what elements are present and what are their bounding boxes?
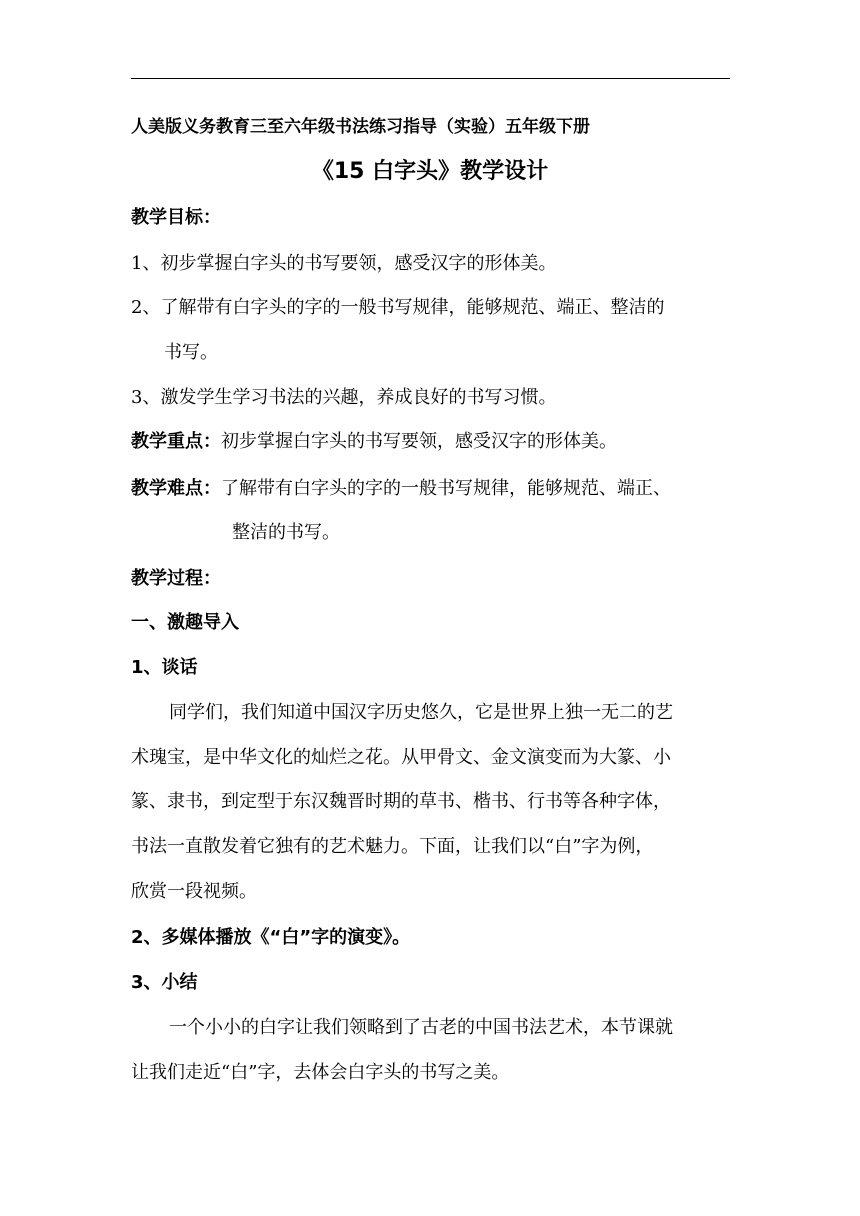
- talk-paragraph-line-2: 术瑰宝，是中华文化的灿烂之花。从甲骨文、金文演变而为大篆、小: [131, 747, 671, 768]
- key-point-text: 初步掌握白字头的书写要领，感受汉字的形体美。: [221, 431, 617, 452]
- difficulty-label: 教学难点：: [131, 478, 221, 499]
- objective-item-2-continued: 书写。: [164, 342, 218, 363]
- objective-item-2: 2、了解带有白字头的字的一般书写规律，能够规范、端正、整洁的: [131, 297, 665, 318]
- talk-paragraph-line-1: 同学们，我们知道中国汉字历史悠久，它是世界上独一无二的艺: [169, 702, 673, 723]
- objective-item-3: 3、激发学生学习书法的兴趣，养成良好的书写习惯。: [131, 387, 557, 408]
- talk-paragraph-line-4: 书法一直散发着它独有的艺术魅力。下面，让我们以“白”字为例，: [131, 836, 654, 857]
- summary-paragraph-line-1: 一个小小的白字让我们领略到了古老的中国书法艺术，本节课就: [169, 1017, 673, 1038]
- step-3-heading: 3、小结: [131, 972, 198, 993]
- objectives-heading: 教学目标：: [131, 207, 221, 228]
- difficulty-text: 了解带有白字头的字的一般书写规律，能够规范、端正、: [221, 478, 671, 499]
- difficulty-text-continued: 整洁的书写。: [232, 522, 340, 543]
- series-title: 人美版义务教育三至六年级书法练习指导（实验）五年级下册: [131, 117, 590, 137]
- summary-paragraph-line-2: 让我们走近“白”字，去体会白字头的书写之美。: [131, 1062, 510, 1083]
- document-title: 《15 白字头》教学设计: [311, 159, 549, 184]
- process-heading: 教学过程：: [131, 568, 221, 589]
- step-2-heading: 2、多媒体播放《“白”字的演变》。: [131, 927, 411, 948]
- header-rule: [131, 78, 730, 79]
- objective-item-1: 1、初步掌握白字头的书写要领，感受汉字的形体美。: [131, 253, 557, 274]
- talk-paragraph-line-5: 欣赏一段视频。: [131, 881, 257, 902]
- key-point-label: 教学重点：: [131, 431, 221, 452]
- key-point: [131, 430, 617, 454]
- difficulty: [131, 477, 671, 501]
- talk-paragraph-line-3: 篆、隶书，到定型于东汉魏晋时期的草书、楷书、行书等各种字体，: [131, 791, 671, 812]
- section-1-heading: 一、激趣导入: [131, 612, 239, 633]
- step-1-heading: 1、谈话: [131, 657, 198, 678]
